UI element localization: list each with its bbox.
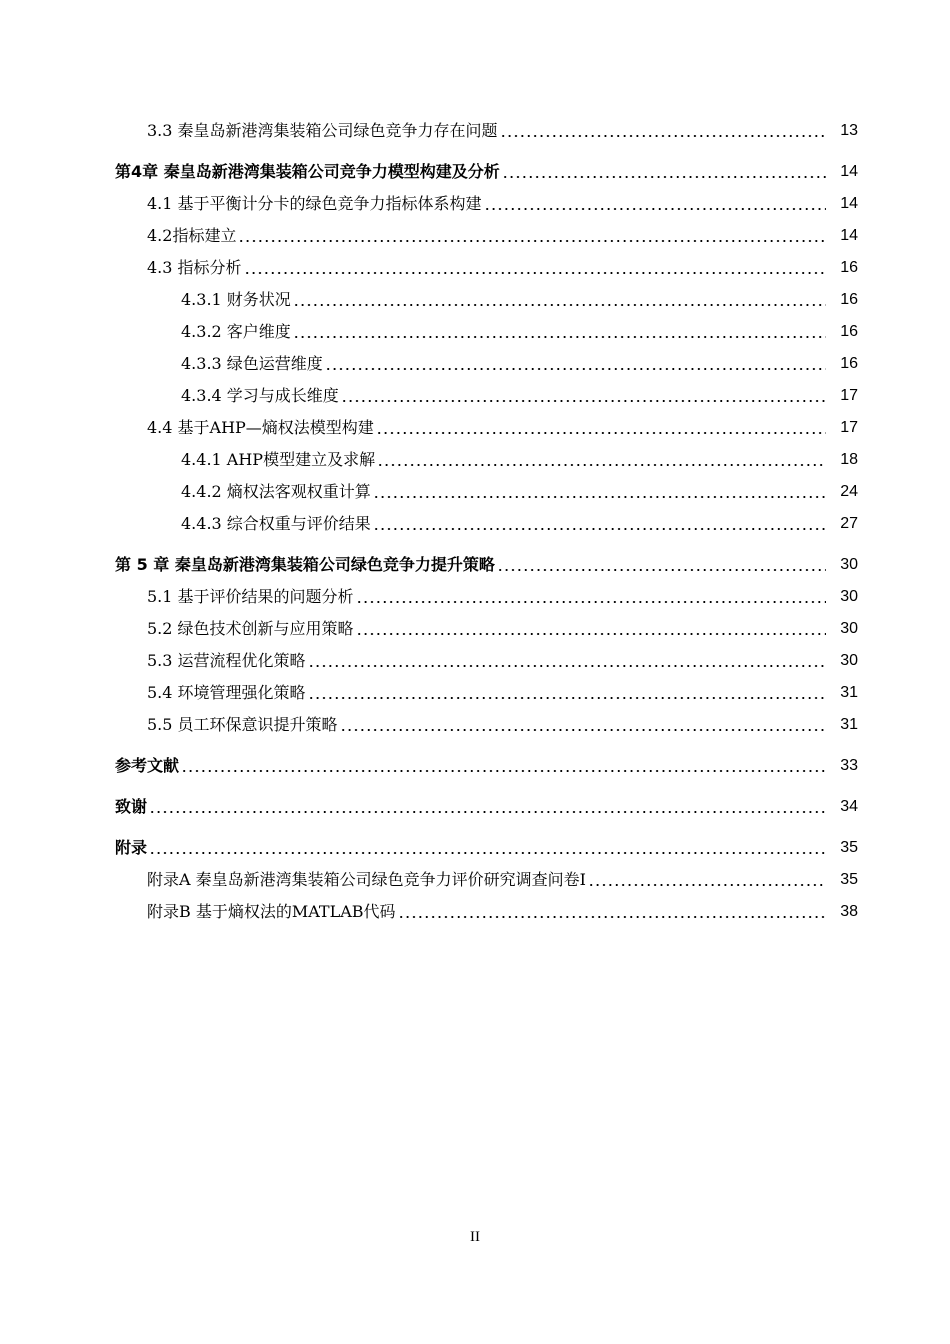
- dot-leader: [398, 915, 826, 919]
- toc-entry-title: 5.1 基于评价结果的问题分析: [147, 587, 354, 606]
- toc-entry-title: 4.2指标建立: [147, 226, 237, 245]
- toc-entry-page: 27: [840, 515, 858, 532]
- toc-entry-page: 16: [840, 323, 858, 340]
- toc-entry-page: 17: [840, 387, 858, 404]
- toc-entry[interactable]: [0, 645, 950, 677]
- dot-leader: [308, 696, 826, 700]
- toc-entry-page: 16: [840, 259, 858, 276]
- toc-entry-title: 致谢: [115, 797, 148, 816]
- dot-leader: [293, 335, 826, 339]
- toc-entry-page: 34: [840, 798, 858, 815]
- toc-entry-title: 4.4.1 AHP模型建立及求解: [181, 450, 376, 469]
- toc-entry[interactable]: [0, 188, 950, 220]
- page-number-footer: II: [470, 1229, 480, 1245]
- dot-leader: [502, 175, 826, 179]
- toc-entry-page: 30: [840, 556, 858, 573]
- toc-entry-title: 附录B 基于熵权法的MATLAB代码: [147, 902, 396, 921]
- toc-entry[interactable]: [0, 508, 950, 540]
- toc-entry[interactable]: [0, 750, 950, 782]
- toc-entry-page: 33: [840, 757, 858, 774]
- dot-leader: [484, 207, 826, 211]
- toc-entry-title: 4.3.2 客户维度: [181, 322, 291, 341]
- dot-leader: [238, 239, 826, 243]
- dot-leader: [149, 851, 826, 855]
- dot-leader: [340, 728, 826, 732]
- toc-entry-title: 第 5 章 秦皇岛新港湾集装箱公司绿色竞争力提升策略: [115, 555, 495, 574]
- toc-entry[interactable]: [0, 115, 950, 147]
- toc-entry-page: 16: [840, 291, 858, 308]
- toc-entry-page: 31: [840, 684, 858, 701]
- toc-entry-page: 14: [840, 227, 858, 244]
- toc-entry-page: 13: [840, 122, 858, 139]
- toc-entry-title: 参考文献: [115, 756, 180, 775]
- toc-entry-title: 4.3.4 学习与成长维度: [181, 386, 339, 405]
- toc-entry-title: 5.4 环境管理强化策略: [147, 683, 306, 702]
- toc-entry-title: 4.4.3 综合权重与评价结果: [181, 514, 371, 533]
- toc-entry-page: 31: [840, 716, 858, 733]
- dot-leader: [181, 769, 826, 773]
- dot-leader: [341, 399, 826, 403]
- toc-entry[interactable]: [0, 380, 950, 412]
- toc-entry[interactable]: [0, 316, 950, 348]
- dot-leader: [588, 883, 826, 887]
- toc-entry-page: 18: [840, 451, 858, 468]
- toc-entry-title: 附录: [115, 838, 148, 857]
- dot-leader: [500, 134, 826, 138]
- toc-entry-page: 38: [840, 903, 858, 920]
- dot-leader: [356, 600, 826, 604]
- toc-entry-page: 24: [840, 483, 858, 500]
- toc-entry[interactable]: [0, 412, 950, 444]
- toc-entry-title: 附录A 秦皇岛新港湾集装箱公司绿色竞争力评价研究调查问卷Ⅰ: [147, 870, 586, 889]
- toc-entry-page: 35: [840, 839, 858, 856]
- toc-entry[interactable]: [0, 284, 950, 316]
- toc-entry-title: 第4章 秦皇岛新港湾集装箱公司竞争力模型构建及分析: [115, 162, 500, 181]
- toc-entry[interactable]: [0, 677, 950, 709]
- toc-entry-page: 14: [840, 163, 858, 180]
- toc-entry[interactable]: [0, 476, 950, 508]
- dot-leader: [244, 271, 826, 275]
- toc-entry-title: 5.5 员工环保意识提升策略: [147, 715, 338, 734]
- toc-entry[interactable]: [0, 549, 950, 581]
- dot-leader: [497, 568, 826, 572]
- toc-entry-title: 4.3 指标分析: [147, 258, 242, 277]
- toc-entry-page: 30: [840, 652, 858, 669]
- toc-entry[interactable]: [0, 709, 950, 741]
- dot-leader: [293, 303, 826, 307]
- toc-entry[interactable]: [0, 348, 950, 380]
- toc-entry-title: 4.3.3 绿色运营维度: [181, 354, 323, 373]
- toc-entry[interactable]: [0, 613, 950, 645]
- toc-entry-title: 4.4.2 熵权法客观权重计算: [181, 482, 371, 501]
- toc-entry[interactable]: [0, 864, 950, 896]
- toc-entry[interactable]: [0, 581, 950, 613]
- toc-entry-page: 14: [840, 195, 858, 212]
- toc-entry-page: 30: [840, 620, 858, 637]
- toc-entry-title: 4.3.1 财务状况: [181, 290, 291, 309]
- toc-entry-title: 5.3 运营流程优化策略: [147, 651, 306, 670]
- dot-leader: [376, 431, 826, 435]
- toc-entry[interactable]: [0, 791, 950, 823]
- table-of-contents: [0, 115, 950, 928]
- dot-leader: [356, 632, 826, 636]
- toc-entry[interactable]: [0, 832, 950, 864]
- toc-entry-title: 5.2 绿色技术创新与应用策略: [147, 619, 354, 638]
- toc-entry[interactable]: [0, 220, 950, 252]
- toc-entry-title: 4.4 基于AHP—熵权法模型构建: [147, 418, 374, 437]
- dot-leader: [325, 367, 826, 371]
- toc-entry[interactable]: [0, 156, 950, 188]
- toc-entry-title: 3.3 秦皇岛新港湾集装箱公司绿色竞争力存在问题: [147, 121, 498, 140]
- toc-entry[interactable]: [0, 896, 950, 928]
- dot-leader: [308, 664, 826, 668]
- toc-entry-page: 16: [840, 355, 858, 372]
- toc-entry-page: 30: [840, 588, 858, 605]
- dot-leader: [149, 810, 826, 814]
- toc-entry[interactable]: [0, 444, 950, 476]
- toc-entry-title: 4.1 基于平衡计分卡的绿色竞争力指标体系构建: [147, 194, 482, 213]
- toc-entry[interactable]: [0, 252, 950, 284]
- toc-entry-page: 17: [840, 419, 858, 436]
- dot-leader: [373, 527, 826, 531]
- toc-entry-page: 35: [840, 871, 858, 888]
- dot-leader: [377, 463, 826, 467]
- dot-leader: [373, 495, 826, 499]
